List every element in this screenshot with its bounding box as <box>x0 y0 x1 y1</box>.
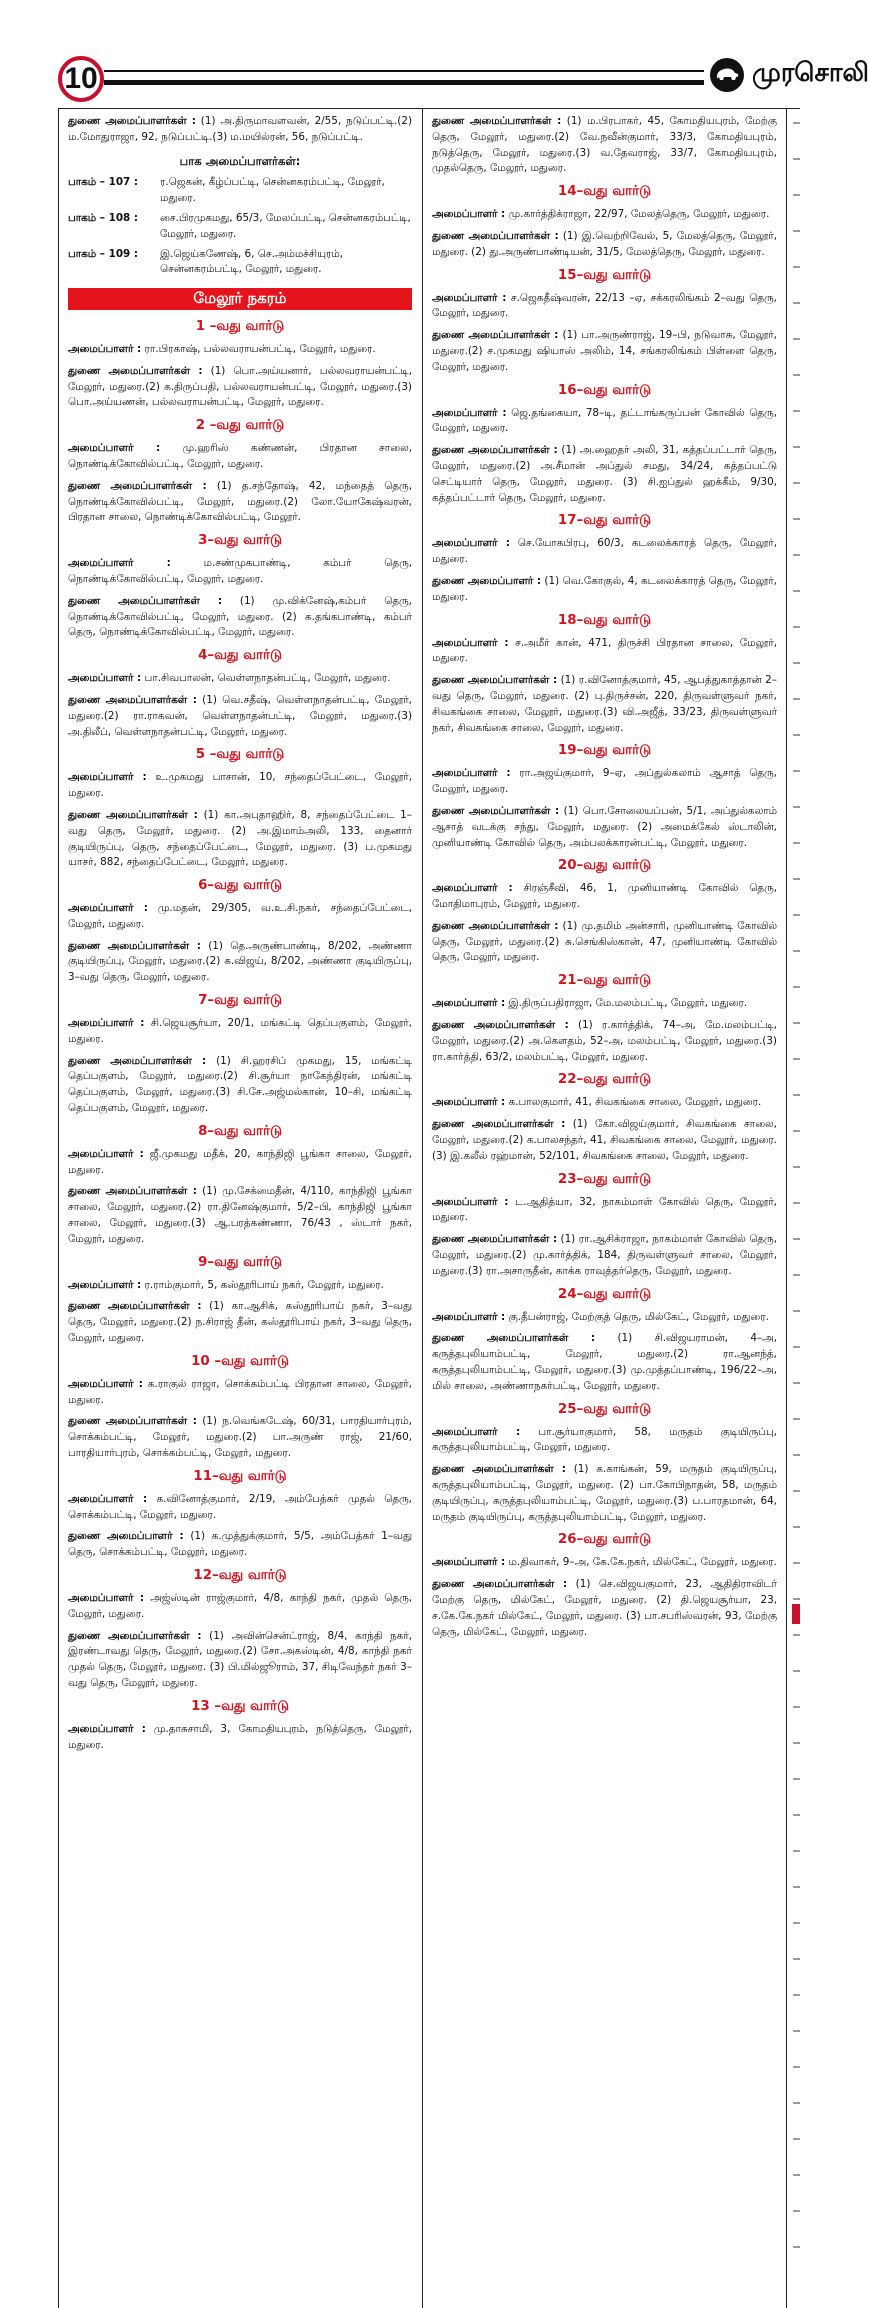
member-details: (1) செ.விஜயகுமார், 23, ஆதிதிராவிடர் மேற்கு தெரு, மில்கேட், மேலூர், மதுரை. (2) தி.ஜெயசூர்யா, 23, ச.கே.கே.நகர் மில்கேட், மேலூர், மதுரை. (3) பா.சபரிஸ்வரன், 93, மேற்கு தெரு, மில்கேட், மேலூர், மதுரை. <box>432 1578 777 1638</box>
ward-heading: 18–வது வார்டு <box>557 612 652 628</box>
ward-heading: 4–வது வார்டு <box>198 648 282 664</box>
text-fragment <box>793 1886 800 1888</box>
text-fragment <box>793 1274 800 1276</box>
text-fragment <box>793 626 800 628</box>
middle-column <box>432 114 777 2308</box>
ward-heading: 25–வது வார்டு <box>557 1401 652 1417</box>
ward-heading: 7–வது வார்டு <box>198 993 282 1009</box>
member-details: (1) சி.ஹரசிப் முகமது, 15, மங்கட்டி தெப்பகுளம், மேலூர், மதுரை.(2) சி.சூர்யா நாகேந்திரன், மங்கட்டி தெப்பகுளம், மேலூர், மதுரை.(3) சி.சே.அஜ்மல்கான், 10–சி, மங்கட்டி தெப்பகுளம், மேலூர், மதுரை. <box>68 1054 412 1115</box>
text-fragment <box>793 698 800 700</box>
member-details: மு.கார்த்திக்ராஜா, 22/97, மேலத்தெரு, மேலூர், மதுரை. <box>508 208 770 221</box>
role-label: அமைப்பாளர் : <box>68 1722 146 1735</box>
member-details: அஜ்ஸ்டின் ராஜ்குமார், 4/8, காந்தி நகர், முதல் தெரு, மேலூர், மதுரை. <box>68 1592 412 1620</box>
part-label: பாகம் – 109 : <box>68 247 139 260</box>
member-details: ட.ஆதித்யா, 32, நாகம்மாள் கோவில் தெரு, மேலூர், மதுரை. <box>432 1195 777 1224</box>
text-fragment <box>793 554 800 556</box>
member-details: (1) க.காங்கன், 59, மருதம் குடியிருப்பு, கருத்தபுலியாம்பட்டி, மேலூர், மதுரை. (2) பா.கோபிநாதன், 58, மருதம் குடியிருப்பு, கருத்தபுலியாம்பட்டி, மேலூர், மதுரை.(3) ப.பாரதமான், 64, மருதம் குடியிருப்பு, கருத்தபுலியாம்பட்டி, மேலூர், மதுரை. <box>432 1463 777 1523</box>
text-fragment <box>793 410 800 412</box>
ward-heading: 17–வது வார்டு <box>557 513 652 529</box>
ward-heading: 26–வது வார்டு <box>557 1532 652 1548</box>
ward-heading: 1 –வது வார்டு <box>195 318 285 334</box>
member-entry <box>68 939 412 986</box>
ward-heading: 23–வது வார்டு <box>557 1171 652 1187</box>
red-marker <box>792 1604 800 1624</box>
role-label: துணை அமைப்பாளர்கள் : <box>68 479 207 492</box>
role-label: அமைப்பாளர் : <box>68 1147 144 1160</box>
section-banner: மேலூர் நகரம் <box>68 288 412 310</box>
member-details: (1) பொ.சோலையப்பன், 5/1, அப்துல்கலாம் ஆசாத் வடக்கு சந்து, மேலூர், மதுரை. (2) அமைக்கேல் ஸ்டாலின், முனியாண்டி கோவில் தெரு, அம்பலக்காரன்பட்டி, மேலூர், மதுரை. <box>432 804 777 849</box>
member-details: செ.யோகபிரபு, 60/3, கடலைக்காரத் தெரு, மேலூர், மதுரை. <box>432 537 777 566</box>
ward-heading: 16–வது வார்டு <box>557 382 652 398</box>
ward-heading: 6–வது வார்டு <box>198 878 282 894</box>
member-details: (1) ரா.ஆசிக்ராஜா, நாகம்மாள் கோவில் தெரு, மேலூர், மதுரை.(2) மு.கார்த்திக், 184, திருவள்ளுவர் சாலை, மேலூர், மதுரை.(3) ரா.அசாருதீன், காக்க ராவுத்தர்தெரு, மேலூர், மதுரை. <box>432 1233 777 1277</box>
role-label: துணை அமைப்பாளர்கள் : <box>68 1054 207 1067</box>
text-fragment <box>793 950 800 952</box>
text-fragment <box>793 806 800 808</box>
role-label: துணை அமைப்பாளர்கள் : <box>68 1300 202 1313</box>
part-row <box>68 175 412 207</box>
member-entry <box>432 1425 777 1457</box>
member-details: (1) அவின்சென்ட்ராஜ், 8/4, காந்தி நகர், இரண்டாவது தெரு, மேலூர், மதுரை.(2) சோ.அகஸ்டின், 4/8, காந்தி நகர் முதல் தெரு, மேலூர், மதுரை. (3) பி.மில்ஜூராம், 37, சிடிவேந்தர் நகர் 3–வது தெரு, மேலூர், மதுரை. <box>68 1629 412 1689</box>
text-fragment <box>793 1022 800 1024</box>
member-details: (1) கா.அபுதாஹிர், 8, சந்தைப்பேட்டை 1–வது தெரு, மேலூர், மதுரை. (2) அ.இமாம்அலி, 133, தைனார் குடியிருப்பு, தெரு, சந்தைப்பேட்டை, மேலூர், மதுரை. (3) ப.முகமது யாசர், 882, சந்தைப்பேட்டை, மேலூர், மதுரை. <box>68 808 412 869</box>
member-entry <box>68 342 412 358</box>
member-details: (1) ந.வெங்கடேஷ், 60/31, பாரதியார்புரம், சொக்கம்பட்டி, மேலூர், மதுரை.(2) பா.அருண் ராஜ், 21/60, பாரதியார்புரம், சொக்கம்பட்டி, மேலூர், மதுரை. <box>68 1415 413 1460</box>
ward-heading: 19–வது வார்டு <box>557 743 652 759</box>
parts-heading: பாக அமைப்பாளர்கள்: <box>179 153 301 168</box>
ward-heading: 9–வது வார்டு <box>198 1254 282 1270</box>
text-fragment <box>793 1238 800 1240</box>
member-entry <box>68 1054 412 1117</box>
member-entry <box>68 1299 412 1346</box>
member-details: சி.ஜெயசூர்யா, 20/1, மங்கட்டி தெப்பகுளம், மேலூர், மதுரை. <box>68 1017 412 1045</box>
member-entry <box>432 443 777 506</box>
text-fragment <box>793 770 800 772</box>
member-entry <box>68 1278 412 1294</box>
member-entry <box>68 1591 412 1623</box>
text-fragment <box>793 1850 800 1852</box>
text-fragment <box>793 1958 800 1960</box>
member-entry <box>68 1016 412 1048</box>
text-fragment <box>793 2030 800 2032</box>
ward-heading: 13 –வது வார்டு <box>191 1698 289 1714</box>
ward-heading: 12–வது வார்டு <box>193 1568 287 1583</box>
role-label: அமைப்பாளர் : <box>432 1310 506 1323</box>
member-entry <box>68 441 412 473</box>
role-label: துணை அமைப்பாளர்கள் : <box>432 1332 596 1345</box>
role-label: துணை அமைப்பாளர்கள் : <box>432 1578 568 1591</box>
role-label: துணை அமைப்பாளர்கள் : <box>68 693 197 706</box>
member-entry <box>432 536 777 568</box>
member-entry <box>432 996 777 1012</box>
text-fragment <box>793 1058 800 1060</box>
text-fragment <box>793 1994 800 1996</box>
member-details: (1) அ.ஹைதர் அலி, 31, கத்தப்பட்டார் தெரு, மேலூர், மதுரை.(2) அ.சீமான் அப்துல் சமது, 34/24, கத்தப்பட்டு செட்டியார் தெரு, மேலூர், மதுரை. (3) சி.ஐப்துல் ஹக்கீம், 9/30, கத்தப்பட்டார் தெரு, மேலூர், மதுரை. <box>432 444 777 504</box>
page-header <box>0 0 869 100</box>
text-fragment <box>793 2138 800 2140</box>
role-label: துணை அமைப்பாளர்கள் : <box>432 1118 566 1131</box>
text-fragment <box>793 194 800 196</box>
ward-heading: 3–வது வார்டு <box>198 533 282 549</box>
text-fragment <box>793 914 800 916</box>
text-fragment <box>793 986 800 988</box>
text-fragment <box>793 1526 800 1528</box>
member-entry <box>432 1117 777 1164</box>
member-details: ரா.அஜய்குமார், 9–ஏ, அப்துல்கலாம் ஆசாத் தெரு, மேலூர், மதுரை. <box>432 767 777 796</box>
text-fragment <box>793 482 800 484</box>
member-entry <box>68 1147 412 1179</box>
part-row <box>68 211 412 243</box>
text-fragment <box>793 2102 800 2104</box>
role-label: துணை அமைப்பாளர் : <box>68 1530 184 1543</box>
member-details: ம.சண்முகபாண்டி, கம்பர் தெரு, நொண்டிக்கோவில்பட்டி, மேலூர், மதுரை. <box>68 557 412 585</box>
member-details: மு.மதன், 29/305, வ.உ.சி.நகர், சந்தைப்பேட்டை, மேலூர், மதுரை. <box>68 902 412 930</box>
member-entry <box>432 291 777 323</box>
ward-heading: 14–வது வார்டு <box>557 184 652 200</box>
member-entry <box>68 1492 412 1524</box>
member-entry <box>68 808 412 871</box>
member-details: (1) வெ.கோகுல், 4, கடலைக்காரத் தெரு, மேலூர், மதுரை. <box>432 574 777 603</box>
member-details: கு.தீபன்ராஜ், மேற்குத் தெரு, மில்கேட், மேலூர், மதுரை. <box>508 1310 769 1323</box>
member-details: (1) கா.ஆசிக், கஸ்தூரிபாய் நகர், 3–வது தெரு, மேலூர், மதுரை.(2) ந.சிராஜ் தீன், கஸ்தூரிபாய் நகர், 3–வது தெரு, மேலூர், மதுரை. <box>68 1300 412 1345</box>
text-fragment <box>793 734 800 736</box>
role-label: துணை அமைப்பாளர்கள் : <box>432 1233 558 1246</box>
role-label: துணை அமைப்பாளர் : <box>432 574 542 587</box>
text-fragment <box>793 374 800 376</box>
role-label: துணை அமைப்பாளர்கள் : <box>68 364 203 377</box>
text-fragment <box>793 122 800 124</box>
part-label: பாகம் – 107 : <box>68 176 139 189</box>
member-details: ஜீ.முகமது மதீக், 20, காந்திஜி பூங்கா சாலை, மேலூர், மதுரை. <box>68 1147 413 1176</box>
role-label: அமைப்பாளர் : <box>432 1425 521 1438</box>
role-label: துணை அமைப்பாளர்கள் : <box>68 115 196 127</box>
ward-heading: 22–வது வார்டு <box>557 1072 652 1088</box>
member-entry <box>432 1018 777 1065</box>
member-entry <box>432 804 777 851</box>
ward-heading: 15–வது வார்டு <box>557 267 652 283</box>
text-fragment <box>793 266 800 268</box>
member-entry <box>432 229 777 261</box>
part-row <box>68 247 412 279</box>
part-label: பாகம் – 108 : <box>68 211 139 224</box>
header-rule-thin <box>104 70 704 72</box>
ward-heading: 8–வது வார்டு <box>198 1123 282 1139</box>
member-details: (1) ம.பிரபாகர், 45, கோமதியபுரம், மேற்கு தெரு, மேலூர், மதுரை.(2) வே.நவீன்குமார், 33/3, கோமதியபுரம், நடுத்தெரு, மேலூர், மதுரை.(3) வ.தேவராஜ், 33/7, கோமதியபுரம், முதல்தெரு, மேலூர், மதுரை. <box>432 115 777 175</box>
role-label: அமைப்பாளர் : <box>68 902 148 915</box>
role-label: துணை அமைப்பாளர்கள் : <box>432 1463 566 1476</box>
role-label: அமைப்பாளர் : <box>432 537 510 550</box>
member-details: (1) வெ.சதீஷ், வெள்ளநாதன்பட்டி, மேலூர், மதுரை.(2) ரா.ராகவன், வெள்ளநாதன்பட்டி, மேலூர், மதுரை.(3) அ.திலீப், வெள்ளநாதன்பட்டி, மேலூர், மதுரை. <box>68 693 412 738</box>
member-entry <box>68 1377 412 1409</box>
member-details: (1) மு.சேக்மைதீன், 4/110, காந்திஜி பூங்கா சாலை, மேலூர், மதுரை.(2) ரா.தினேஷ்குமார், 5/2–பி, காந்திஜி பூங்கா சாலை, மேலூர், மதுரை.(3) ஆ.பரத்கண்ணா, 76/43 , ஸ்டார் நகர், மேலூர், மதுரை. <box>68 1185 412 1245</box>
text-fragment <box>793 230 800 232</box>
role-label: அமைப்பாளர் : <box>432 997 506 1010</box>
text-fragment <box>793 2066 800 2068</box>
text-fragment <box>793 1382 800 1384</box>
role-label: துணை அமைப்பாளர்கள் : <box>68 808 198 821</box>
role-label: அமைப்பாளர் : <box>68 557 171 570</box>
member-details: க.ராகுல் ராஜா, சொக்கம்பட்டி பிரதான சாலை, மேலூர், மதுரை. <box>68 1377 412 1406</box>
text-fragment <box>793 2174 800 2176</box>
page-number: 10 <box>58 56 104 102</box>
member-entry <box>68 364 412 411</box>
member-entry <box>432 114 777 177</box>
member-details: (1) பொ.அய்யனார், பல்லவராயன்பட்டி, மேலூர், மதுரை.(2) க.திருப்பதி, பல்லவராயன்பட்டி, மேலூர், மதுரை.(3) பொ.அய்யணன், பல்லவராயன்பட்டி, மேலூர், மதுரை. <box>68 364 413 409</box>
role-label: அமைப்பாளர் : <box>68 771 147 784</box>
member-entry <box>68 1184 412 1247</box>
ward-heading: 5 –வது வார்டு <box>195 747 285 763</box>
text-fragment <box>793 518 800 520</box>
role-label: அமைப்பாளர் : <box>68 1017 145 1030</box>
member-details: ச.அமீர் கான், 471, திருச்சி பிரதான சாலை, மேலூர், மதுரை. <box>432 636 777 665</box>
role-label: அமைப்பாளர் : <box>432 208 506 221</box>
role-label: துணை அமைப்பாளர்கள் : <box>68 594 223 607</box>
member-entry <box>68 901 412 933</box>
role-label: துணை அமைப்பாளர்கள் : <box>432 115 562 127</box>
text-fragment <box>793 1490 800 1492</box>
ward-heading: 2 –வது வார்டு <box>195 418 285 434</box>
member-details: ச.ஜெகதீஷ்வரன், 22/13 –ஏ, சக்கரலிங்கம் 2–வது தெரு, மேலூர், மதுரை. <box>432 291 777 320</box>
role-label: துணை அமைப்பாளர்கள் : <box>432 329 559 342</box>
member-details: ரா.பிரகாஷ், பல்லவராயன்பட்டி, மேலூர், மதுரை. <box>144 342 376 355</box>
text-fragment <box>793 1130 800 1132</box>
text-fragment <box>793 662 800 664</box>
member-entry <box>432 328 777 375</box>
role-label: அமைப்பாளர் : <box>68 342 142 355</box>
role-label: துணை அமைப்பாளர்கள் : <box>68 1629 202 1642</box>
adjacent-column-strip <box>790 114 800 2308</box>
member-details: (1) இ.வெற்றிவேல், 5, மேலத்தெரு, மேலூர், மதுரை. (2) து.அருண்பாண்டியன், 31/5, மேலத்தெரு, மேலூர், மதுரை. <box>432 229 777 258</box>
member-details: (1) பா.அருண்ராஜ், 19–பி, நடுவாசு, மேலூர், மதுரை.(2) ச.முகமது ஷியாஸ் அலிம், 14, சங்கரலிங்கம் பிள்ளை தெரு, மேலூர், மதுரை. <box>432 329 777 373</box>
member-entry <box>68 1414 412 1461</box>
member-entry <box>68 1629 412 1692</box>
member-details: (1) சி.விஜயராமன், 4–அ, கருத்தபுலியாம்பட்டி, மேலூர், மதுரை.(2) ரா.ஆனந்த், கருத்தபுலியாம்பட்டி, மேலூர், மதுரை.(3) மு.முத்தப்பாண்டி, 196/22–அ, மில் சாலை, அண்ணாநகர்பட்டி, மேலூர், மதுரை. <box>432 1332 778 1392</box>
ward-heading: 24–வது வார்டு <box>557 1286 652 1302</box>
role-label: அமைப்பாளர் : <box>432 882 513 895</box>
role-label: துணை அமைப்பாளர்கள் : <box>432 1019 569 1032</box>
member-entry <box>432 1331 777 1394</box>
elephant-logo-icon <box>710 58 744 92</box>
member-details: ஜெ.தங்கையா, 78–டி, தட்டாங்கருப்பன் கோவில் தெரு, மேலூர், மதுரை. <box>432 406 777 435</box>
text-fragment <box>793 1202 800 1204</box>
text-fragment <box>793 1562 800 1564</box>
role-label: அமைப்பாளர் : <box>432 1096 506 1109</box>
text-fragment <box>793 1094 800 1096</box>
role-label: துணை அமைப்பாளர்கள் : <box>432 229 559 242</box>
role-label: அமைப்பாளர் : <box>68 1492 148 1505</box>
text-fragment <box>793 878 800 880</box>
header-rule-thick <box>104 80 704 85</box>
member-entry <box>432 207 777 223</box>
member-details: ர.ராம்குமார், 5, கஸ்தூரிபாய் நகர், மேலூர், மதுரை. <box>144 1278 384 1291</box>
member-entry <box>432 1095 777 1111</box>
member-entry <box>68 479 412 526</box>
member-details: க.பாலகுமார், 41, சிவகங்கை சாலை, மேலூர், மதுரை. <box>508 1096 762 1109</box>
member-entry <box>432 1462 777 1525</box>
member-entry <box>432 1555 777 1571</box>
member-details: (1) மு.விக்னேஷ்,கம்பர் தெரு, நொண்டிக்கோவில்பட்டி, மேலூர், மதுரை. (2) க.தங்கபாண்டி, கம்பர் தெரு, நொண்டிக்கோவில்பட்டி, மேலூர், மதுரை. <box>68 594 412 639</box>
text-fragment <box>793 1706 800 1708</box>
member-details: (1) மு.தமிம் அன்சாரி, முனியாண்டி கோவில் தெரு, மேலூர், மதுரை.(2) சு.செங்கிஸ்கான், 47, முனியாண்டி கோவில் தெரு, மேலூர், மதுரை. <box>432 919 777 964</box>
role-label: அமைப்பாளர் : <box>68 1377 143 1390</box>
ward-heading: 10 –வது வார்டு <box>191 1353 289 1369</box>
role-label: அமைப்பாளர் : <box>432 406 507 419</box>
text-fragment <box>793 158 800 160</box>
member-details: (1) ர.வினோத்குமார், 45, ஆபத்துகாத்தான் 2–வது தெரு, மேலூர், மதுரை. (2) பு.திருச்சன், 220, திருவள்ளுவர் நகர், சிவகங்கை சாலை, மேலூர், மதுரை.(3) வி.அஜீத், 33/23, திருவள்ளுவர் நகர், சிவகங்கை சாலை, மேலூர், மதுரை. <box>432 674 777 734</box>
text-fragment <box>793 338 800 340</box>
role-label: அமைப்பாளர் : <box>432 1195 509 1208</box>
member-entry <box>432 1232 777 1279</box>
member-entry <box>68 1529 412 1561</box>
member-details: இ.திருப்பதிராஜா, மே.மலம்பட்டி, மேலூர், மதுரை. <box>508 997 748 1010</box>
role-label: துணை அமைப்பாளர்கள் : <box>68 1185 197 1198</box>
member-details: (1) த.சந்தோஷ், 42, மந்தைத் தெரு, நொண்டிக்கோவில்பட்டி, மேலூர், மதுரை.(2) லோ.யோகேஷ்வரன், பிரதான சாலை, நொண்டிக்கோவில்பட்டி, மேலூர். <box>68 479 412 524</box>
member-entry <box>432 881 777 913</box>
member-entry <box>68 770 412 802</box>
member-details: (1) தெ.அருண்பாண்டி, 8/202, அண்ணா குடியிருப்பு, மேலூர், மதுரை.(2) க.விஜய், 8/202, அண்ணா குடியிருப்பு, 3–வது தெரு, மேலூர், மதுரை. <box>68 939 412 984</box>
role-label: அமைப்பாளர் : <box>432 1556 506 1569</box>
member-entry <box>68 1722 412 1754</box>
part-details: சை.பிரமுகமது, 65/3, மேலப்பட்டி, சென்னகரம்பட்டி, மேலூர், மதுரை. <box>160 211 411 240</box>
text-fragment <box>793 302 800 304</box>
role-label: அமைப்பாளர் : <box>68 1278 142 1291</box>
member-details: பா.சூர்யாகுமார், 58, மருதம் குடியிருப்பு, கருத்தபுலியாம்பட்டி, மேலூர், மதுரை. <box>432 1425 777 1454</box>
text-fragment <box>793 2210 800 2212</box>
member-details: மு.தாசுசாமி, 3, கோமதியபுரம், நடுத்தெரு, மேலூர், மதுரை. <box>68 1722 412 1751</box>
text-fragment <box>793 1922 800 1924</box>
member-entry <box>68 594 412 641</box>
text-fragment <box>793 1166 800 1168</box>
member-entry <box>68 114 412 146</box>
member-details: (1) அ.திருமாவளவன், 2/55, நடுப்பட்டி.(2) ம.மோதுராஜா, 92, நடுப்பட்டி.(3) ம.மயில்ரன், 56, நடுப்பட்டி. <box>68 115 412 143</box>
member-details: பா.சிவபாலன், வெள்ளநாதன்பட்டி, மேலூர், மதுரை. <box>144 672 391 685</box>
member-entry <box>432 1195 777 1227</box>
member-entry <box>432 574 777 606</box>
role-label: அமைப்பாளர் : <box>68 442 161 455</box>
masthead-title: முரசொலி <box>752 58 869 88</box>
member-details: மு.ஹரிஸ் கண்ணன், பிரதான சாலை, நொண்டிக்கோவில்பட்டி, மேலூர், மதுரை. <box>68 442 412 470</box>
text-fragment <box>793 1742 800 1744</box>
role-label: அமைப்பாளர் : <box>68 1592 145 1604</box>
role-label: துணை அமைப்பாளர்கள் : <box>68 939 201 952</box>
role-label: துணை அமைப்பாளர்கள் : <box>432 674 558 687</box>
member-entry <box>68 671 412 687</box>
ward-heading: 20–வது வார்டு <box>557 858 652 874</box>
role-label: அமைப்பாளர் : <box>68 672 142 685</box>
text-fragment <box>793 590 800 592</box>
text-fragment <box>793 1310 800 1312</box>
column-divider <box>422 108 423 2308</box>
text-fragment <box>793 1778 800 1780</box>
ward-heading: 21–வது வார்டு <box>557 973 652 989</box>
member-entry <box>432 636 777 668</box>
member-entry <box>432 406 777 438</box>
role-label: துணை அமைப்பாளர்கள் : <box>432 444 558 457</box>
part-details: ர.ஜெகன், கீழ்ப்பட்டி, சென்னகரம்பட்டி, மேலூர், மதுரை. <box>160 176 385 205</box>
text-fragment <box>793 446 800 448</box>
role-label: துணை அமைப்பாளர்கள் : <box>68 1415 197 1428</box>
member-entry <box>432 1310 777 1326</box>
member-details: உ.முகமது பாசான், 10, சந்தைப்பேட்டை, மேலூர், மதுரை. <box>68 771 412 800</box>
text-fragment <box>793 1670 800 1672</box>
member-details: (1) ர.கார்த்திக், 74–அ, மே.மலம்பட்டி, மேலூர், மதுரை.(2) அ.கௌதம், 52–அ, மலம்பட்டி, மேலூர், மதுரை.(3) ரா.கார்த்தி, 63/2, மலம்பட்டி, மேலூர், மதுரை. <box>432 1019 777 1063</box>
member-entry <box>432 919 777 966</box>
role-label: துணை அமைப்பாளர்கள் : <box>432 919 559 932</box>
text-fragment <box>793 1634 800 1636</box>
member-details: சிரஞ்சீவி, 46, 1, முனியாண்டி கோவில் தெரு, மோதிமாபுரம், மேலூர், மதுரை. <box>432 882 778 911</box>
text-fragment <box>793 1418 800 1420</box>
text-fragment <box>793 1454 800 1456</box>
member-details: ம.திவாகர், 9–அ, கே.கே.நகர், மில்கேட், மேலூர், மதுரை. <box>508 1556 777 1569</box>
text-fragment <box>793 1598 800 1600</box>
role-label: அமைப்பாளர் : <box>432 767 511 780</box>
member-details: க.வினோத்குமார், 2/19, அம்பேத்கர் முதல் தெரு, சொக்கம்பட்டி, மேலூர், மதுரை. <box>68 1492 412 1521</box>
text-fragment <box>793 842 800 844</box>
role-label: அமைப்பாளர் : <box>432 636 509 649</box>
text-fragment <box>793 1814 800 1816</box>
member-details: (1) கோ.விஜய்குமார், சிவகங்கை சாலை, மேலூர், மதுரை.(2) க.பாலசந்தர், 41, சிவகங்கை சாலை, மேலூர், மதுரை.(3) இ.கலீல் ரஹ்மான், 52/101, சிவகங்கை சாலை, மேலூர், மதுரை. <box>432 1118 777 1162</box>
column-divider-right <box>786 108 787 2308</box>
text-fragment <box>793 1346 800 1348</box>
ward-heading: 11–வது வார்டு <box>193 1468 287 1484</box>
member-details: (1) க.முத்துக்குமார், 5/5, அம்பேத்கர் 1–வது தெரு, சொக்கம்பட்டி, மேலூர், மதுரை. <box>68 1530 412 1559</box>
member-entry <box>432 1577 777 1640</box>
member-entry <box>432 766 777 798</box>
left-column <box>68 114 412 2308</box>
member-entry <box>432 673 777 736</box>
member-entry <box>68 693 412 740</box>
member-entry <box>68 556 412 588</box>
part-details: இ.ஜெய்கணேஷ், 6, செ.அம்மச்சியுரம், சென்னகரம்பட்டி, மேலூர், மதுரை. <box>160 247 344 276</box>
role-label: துணை அமைப்பாளர்கள் : <box>432 804 560 817</box>
role-label: அமைப்பாளர் : <box>432 291 507 304</box>
text-fragment <box>793 2246 800 2248</box>
